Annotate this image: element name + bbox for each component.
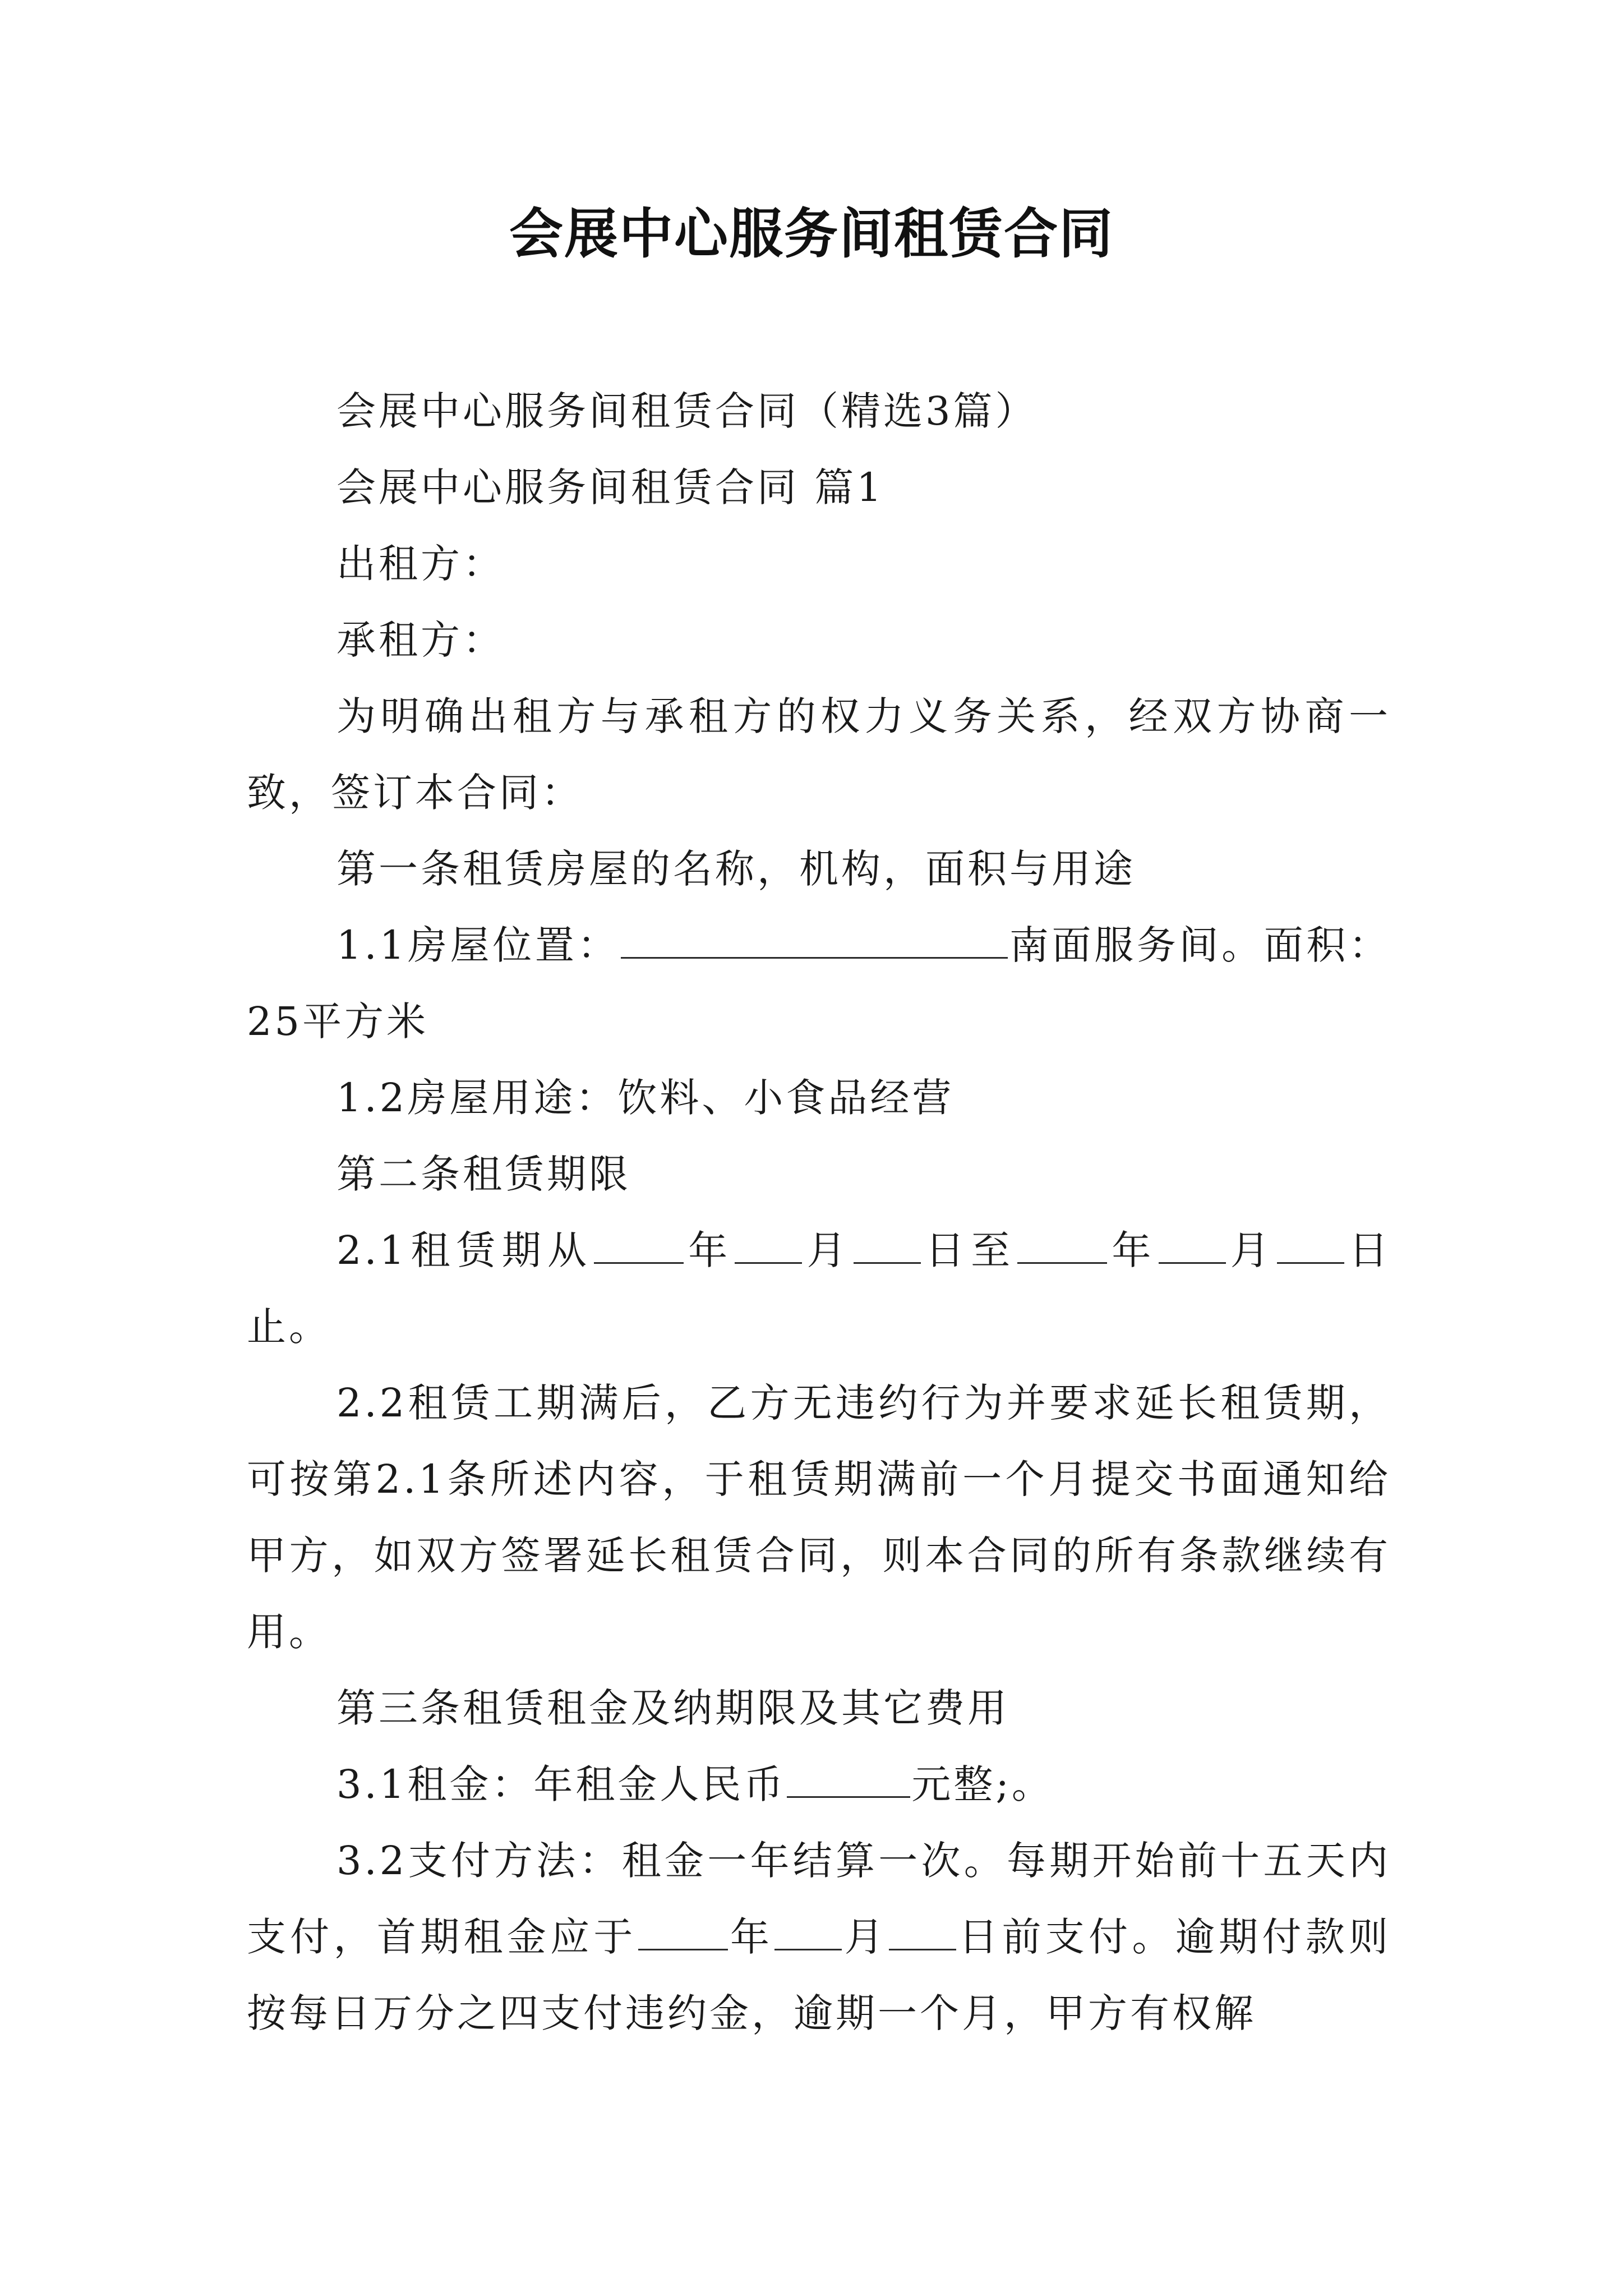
paragraph-2-2: 2.2租赁工期满后，乙方无违约行为并要求延长租赁期，可按第2.1条所述内容，于租赁期满前一个月提交书面通知给甲方，如双方签署延长租赁合同，则本合同的所有条款继续有用。 (247, 1380, 1391, 1655)
text-segment: 日至 (921, 1227, 1017, 1273)
paragraph-section-heading: 会展中心服务间租赁合同 篇1 (336, 464, 884, 510)
text-segment: 2.1租赁期从 (336, 1227, 593, 1273)
text-segment: 月 (1227, 1227, 1276, 1273)
paragraph-1-2: 1.2房屋用途：饮料、小食品经营 (336, 1075, 955, 1121)
document-body (247, 373, 1391, 2051)
fill-in-blank (774, 1908, 842, 1950)
paragraph-preamble: 为明确出租方与承租方的权力义务关系，经双方协商一致，签订本合同： (247, 693, 1391, 816)
paragraph-article-2: 第二条租赁期限 (336, 1151, 631, 1197)
paragraph-lessee: 承租方： (336, 617, 505, 663)
paragraph-3-1 (247, 1746, 1391, 1823)
text-segment: 1.1房屋位置： (336, 922, 620, 968)
fill-in-blank (889, 1908, 956, 1950)
text-segment: 月 (843, 1914, 888, 1960)
text-segment: 年 (728, 1914, 774, 1960)
text-segment: 3.2支付方法：租金一年结算一次。每期开始前十五天内支付，首期租金应于 (247, 1838, 1391, 1960)
fill-in-blank (854, 1222, 921, 1264)
paragraph-subtitle: 会展中心服务间租赁合同（精选3篇） (336, 388, 1038, 434)
paragraph-3-2 (247, 1823, 1391, 2051)
fill-in-blank (735, 1222, 802, 1264)
paragraph-2-1 (247, 1212, 1391, 1365)
fill-in-blank (638, 1908, 728, 1950)
text-segment: 月 (803, 1227, 852, 1273)
fill-in-blank (787, 1756, 910, 1798)
fill-in-blank (594, 1222, 684, 1264)
fill-in-blank (1017, 1222, 1107, 1264)
text-segment: 3.1租金：年租金人民币 (336, 1761, 786, 1807)
paragraph-article-1: 第一条租赁房屋的名称，机构，面积与用途 (336, 846, 1136, 892)
text-segment: 日止。 (247, 1227, 1391, 1350)
paragraph-1-1 (247, 907, 1391, 1060)
text-segment: 南面服务间。面积：25平方米 (247, 922, 1391, 1045)
fill-in-blank (621, 917, 1008, 959)
document-title: 会展中心服务间租赁合同 (509, 203, 1114, 265)
text-segment: 年 (685, 1227, 734, 1273)
paragraph-article-3: 第三条租赁租金及纳期限及其它费用 (336, 1685, 1009, 1731)
fill-in-blank (1277, 1222, 1344, 1264)
text-segment: 日前支付。逾期付款则按每日万分之四支付违约金，逾期一个月，甲方有权解 (247, 1914, 1391, 2036)
fill-in-blank (1159, 1222, 1226, 1264)
paragraph-lessor: 出租方： (336, 541, 505, 587)
text-segment: 元整;。 (911, 1761, 1054, 1807)
text-segment: 年 (1108, 1227, 1158, 1273)
